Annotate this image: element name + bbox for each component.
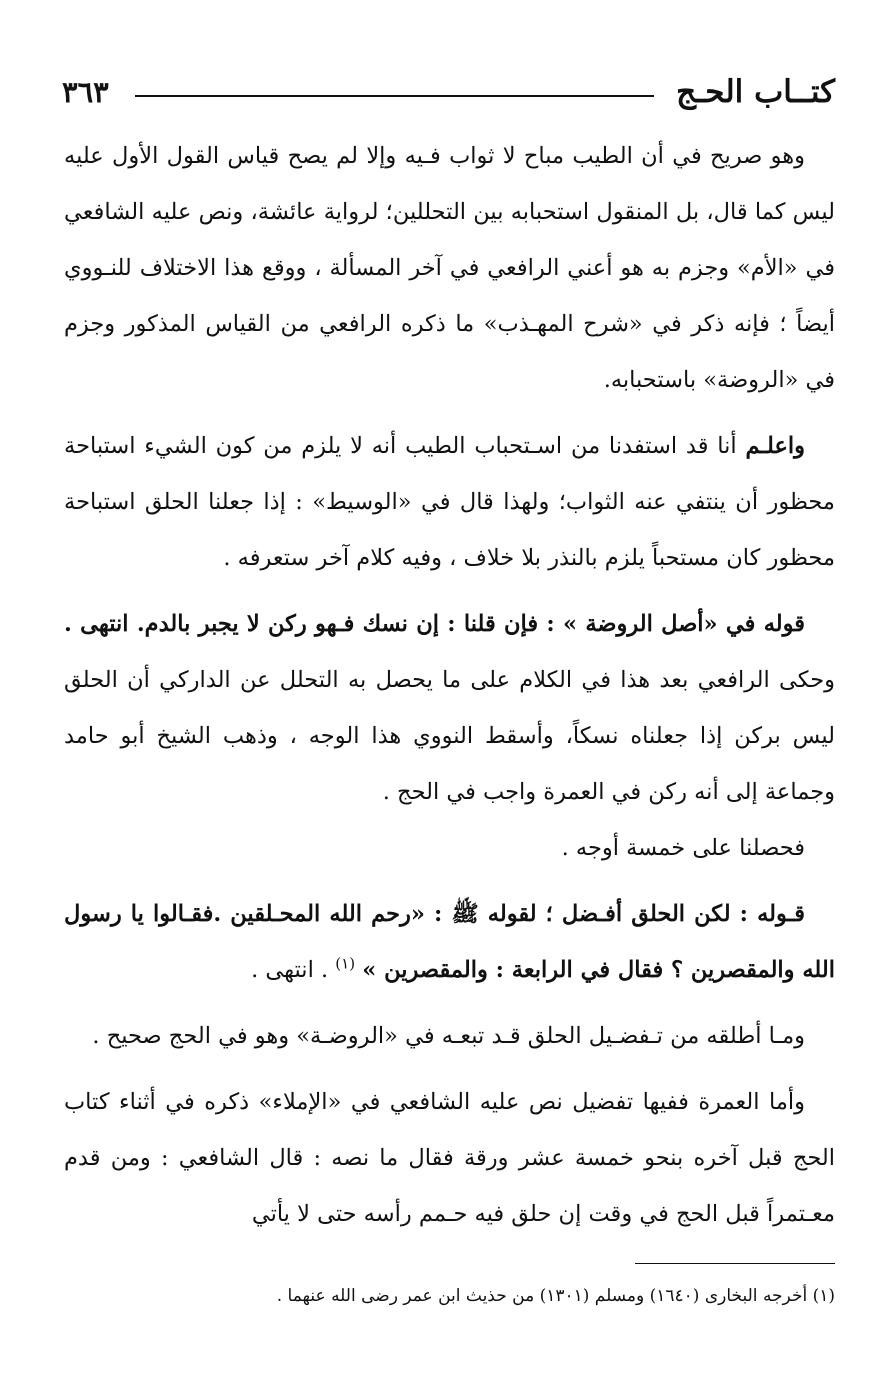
page-body	[64, 128, 835, 1242]
header-rule	[135, 95, 654, 97]
paragraph-5-heading: قـوله : لكن الحلق أفـضل ؛ لقوله ﷺ : «رحم الله المحـلقين .فقـالوا يا رسول الله والمقصرين ؟ فقال في الرابعة : والمقصرين »	[64, 901, 835, 983]
footnote-rule	[635, 1263, 835, 1264]
paragraph-5	[64, 886, 835, 998]
paragraph-4-text: فحصلنا على خمسة أوجه .	[561, 835, 805, 861]
paragraph-4	[64, 820, 835, 876]
paragraph-3	[64, 596, 835, 820]
paragraph-7-text: وأما العمرة ففيها تفضيل نص عليه الشافعي في «الإملاء» ذكره في أثناء كتاب الحج قبل آخره بنحو خمسة عشر ورقة فقال ما نصه : قال الشافعي : ومن قدم معـتمراً قبل الحج في وقت إن حلق فيه حـمم رأسه حتى لا يأتي	[64, 1089, 835, 1227]
paragraph-5-tail: . انتهى .	[251, 957, 336, 983]
paragraph-7	[64, 1074, 835, 1242]
paragraph-2	[64, 418, 835, 586]
paragraph-1	[64, 128, 835, 408]
paragraph-2-text: أنا قد استفدنا من اسـتحباب الطيب أنه لا يلزم من كون الشيء استباحة محظور أن ينتفي عنه الثواب؛ ولهذا قال في «الوسيط» : إذا جعلنا الحلق استباحة محظور كان مستحباً يلزم بالنذر بلا خلاف ، وفيه كلام آخر ستعرفه .	[64, 433, 835, 571]
paragraph-1-text: وهو صريح في أن الطيب مباح لا ثواب فـيه وإلا لم يصح قياس القول الأول عليه ليس كما قال، بل المنقول استحبابه بين التحللين؛ لرواية عائشة، ونص عليه الشافعي في «الأم» وجزم به هو أعني الرافعي في آخر المسألة ، ووقع هذا الاختلاف للنـووي أيضاً ؛ فإنه ذكر في «شرح المهـذب» ما ذكره الرافعي من القياس المذكور وجزم في «الروضة» باستحبابه.	[64, 143, 835, 393]
running-title: كتــاب الحـج	[676, 74, 835, 110]
page-header	[62, 68, 835, 116]
paragraph-6-text: ومـا أطلقه من تـفضـيل الحلق قـد تبعـه في «الروضـة» وهو في الحج صحيح .	[92, 1023, 805, 1049]
page-number: ٣٦٣	[62, 75, 109, 109]
footnote-reference: (١)	[335, 954, 356, 973]
paragraph-3-heading: قوله في «أصل الروضة » : فإن قلنا : إن نسك فـهو ركن لا يجبر بالدم. انتهى .	[64, 611, 805, 637]
footnote-text: (١) أخرجه البخارى (١٦٤٠) ومسلم (١٣٠١) من حذيث ابن عمر رضى الله عنهما .	[276, 1286, 835, 1306]
paragraph-6	[64, 1008, 835, 1064]
footnote	[64, 1282, 835, 1310]
paragraph-3-text: وحكى الرافعي بعد هذا في الكلام على ما يحصل به التحلل عن الداركي أن الحلق ليس بركن إذا جعلناه نسكاً، وأسقط النووي هذا الوجه ، وذهب الشيخ أبو حامد وجماعة إلى أنه ركن في العمرة واجب في الحج .	[64, 667, 835, 805]
paragraph-2-lead: واعلـم	[745, 433, 805, 459]
